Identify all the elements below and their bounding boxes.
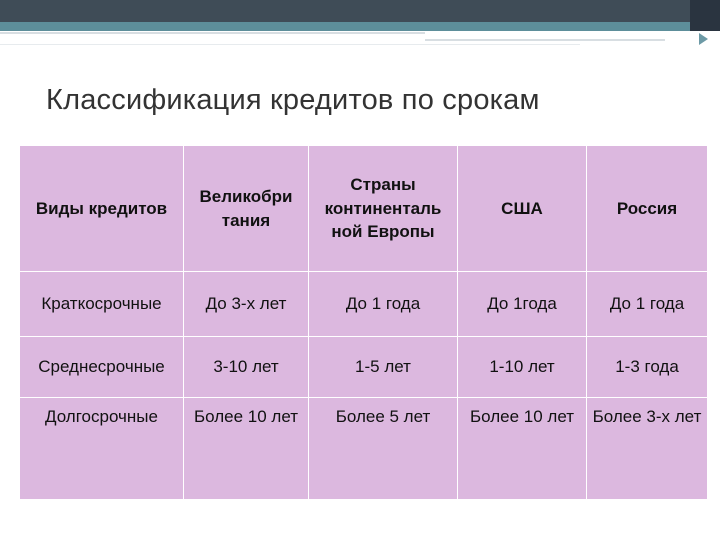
cell-great-britain: 3-10 лет (184, 337, 309, 398)
cell-great-britain: До 3-х лет (184, 272, 309, 337)
cell-continental-europe: Более 5 лет (309, 398, 458, 500)
table-header-row (20, 146, 708, 272)
header-russia: Россия (587, 146, 708, 272)
divider-line (425, 39, 665, 41)
table-row (20, 337, 708, 398)
credit-classification-table (19, 145, 708, 500)
cell-usa: 1-10 лет (458, 337, 587, 398)
slide-arrow-icon (699, 33, 708, 45)
cell-great-britain: Более 10 лет (184, 398, 309, 500)
cell-credit-type: Среднесрочные (20, 337, 184, 398)
divider-line (0, 32, 425, 34)
slide-title: Классификация кредитов по срокам (46, 84, 540, 116)
divider-line (0, 44, 580, 45)
header-great-britain: Великобри тания (184, 146, 309, 272)
header-usa: США (458, 146, 587, 272)
cell-usa: До 1года (458, 272, 587, 337)
cell-credit-type: Краткосрочные (20, 272, 184, 337)
top-teal-bar (0, 22, 720, 31)
cell-usa: Более 10 лет (458, 398, 587, 500)
corner-block (690, 0, 720, 31)
cell-continental-europe: До 1 года (309, 272, 458, 337)
top-dark-bar (0, 0, 720, 22)
cell-credit-type: Долгосрочные (20, 398, 184, 500)
header-credit-types: Виды кредитов (20, 146, 184, 272)
cell-russia: Более 3-х лет (587, 398, 708, 500)
table-row (20, 398, 708, 500)
cell-russia: 1-3 года (587, 337, 708, 398)
cell-russia: До 1 года (587, 272, 708, 337)
table-row (20, 272, 708, 337)
cell-continental-europe: 1-5 лет (309, 337, 458, 398)
header-continental-europe: Страны континенталь ной Европы (309, 146, 458, 272)
